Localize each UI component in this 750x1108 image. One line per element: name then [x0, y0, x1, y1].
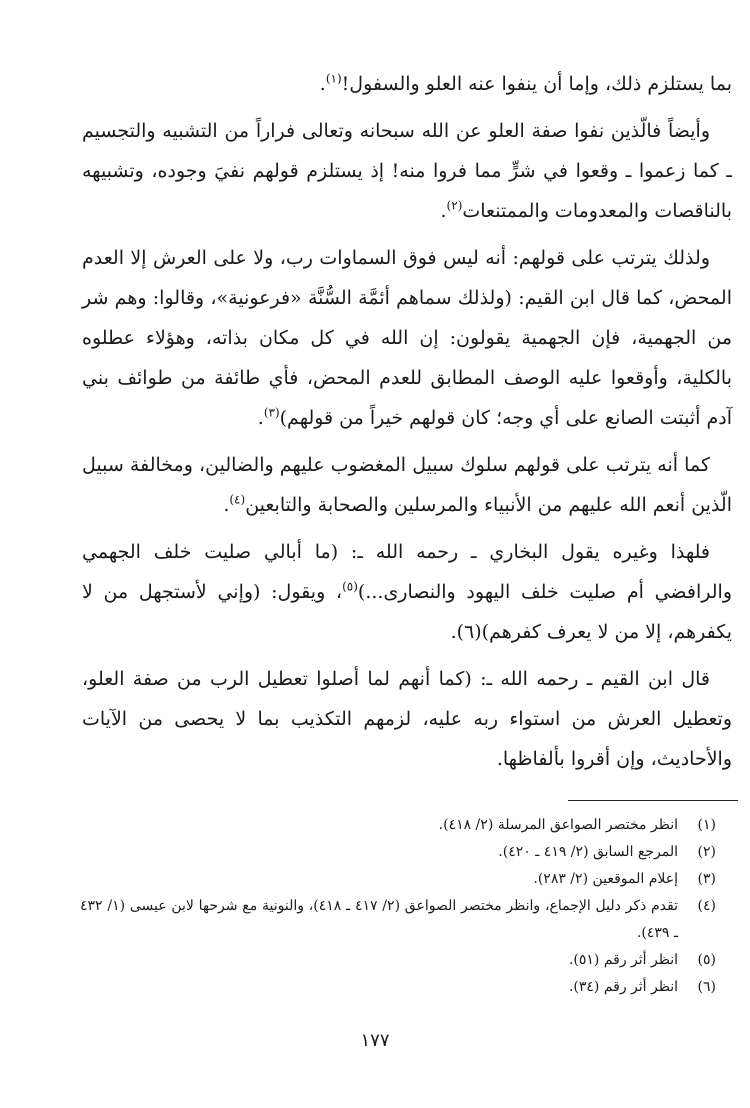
footnote-item — [80, 974, 716, 1001]
footnote-text: انظر أثر رقم (٥١). — [568, 952, 678, 968]
footnote-text: إعلام الموقعين (٢/ ٢٨٣). — [533, 871, 678, 887]
footnote-text: المرجع السابق (٢/ ٤١٩ ـ ٤٢٠). — [498, 844, 678, 860]
paragraph-tail: ، ويقول: (وإني لأستجهل من لا يكفرهم، إلا من لا يعرف كفرهم)(٦). — [82, 581, 732, 643]
footnote-text: انظر مختصر الصواعق المرسلة (٢/ ٤١٨). — [438, 817, 678, 833]
page-number: ١٧٧ — [360, 1030, 390, 1051]
footnote-ref: (٤) — [229, 492, 246, 507]
footnote-text: تقدم ذكر دليل الإجماع، وانظر مختصر الصواعق (٢/ ٤١٧ ـ ٤١٨)، والنونية مع شرحها لابن عيسى (١/ ٤٣٢ ـ ٤٣٩). — [80, 898, 678, 941]
paragraph-6 — [82, 659, 732, 779]
paragraph-text: بما يستلزم ذلك، وإما أن ينفوا عنه العلو والسفول! — [341, 73, 732, 95]
footnote-number: (١) — [697, 817, 716, 833]
footnote-number: (٢) — [697, 844, 716, 860]
main-text — [82, 64, 732, 786]
paragraph-tail: . — [440, 200, 447, 222]
paragraph-1 — [82, 64, 732, 104]
footnote-item — [80, 839, 716, 866]
paragraph-2 — [82, 111, 732, 231]
footnote-number: (٤) — [697, 898, 716, 914]
paragraph-text: وأيضاً فالّذين نفوا صفة العلو عن الله سبحانه وتعالى فراراً من التشبيه والتجسيم ـ كما زعموا ـ وقعوا في شرٍّ مما فروا منه! إذ يستلزم قولهم نفيَ وجوده، وتشبيهه بالناقصات والمعدومات والممتنعات — [82, 120, 732, 222]
paragraph-4 — [82, 445, 732, 525]
footnote-item — [80, 893, 716, 947]
paragraph-text: فلهذا وغيره يقول البخاري ـ رحمه الله ـ: (ما أبالي صليت خلف الجهمي والرافضي أم صليت خلف اليهود والنصارى...) — [82, 541, 732, 603]
footnote-number: (٣) — [697, 871, 716, 887]
paragraph-tail: . — [319, 73, 326, 95]
footnote-text: انظر أثر رقم (٣٤). — [568, 979, 678, 995]
footnote-item — [80, 812, 716, 839]
footnote-ref: (٣) — [263, 405, 280, 420]
footnotes — [80, 812, 716, 1001]
paragraph-text: قال ابن القيم ـ رحمه الله ـ: (كما أنهم لما أصلوا تعطيل الرب من صفة العلو، وتعطيل العرش من استواء ربه عليه، لزمهم التكذيب بما لا يحصى من الآيات والأحاديث، وإن أقروا بألفاظها. — [82, 668, 732, 770]
paragraph-text: ولذلك يترتب على قولهم: أنه ليس فوق السماوات رب، ولا على العرش إلا العدم المحض، كما قال ابن القيم: (ولذلك سماهم أئمَّة السُّنَّة «فرعونية»، وقالوا: وهم شر من الجهمية، فإن الجهمية يقولون: إن الله في كل مكان بذاته، وهؤلاء عطلوه بالكلية، وأوقعوا عليه الوصف المطابق للعدم المحض، فأي طائفة من طوائف بني آدم أثبتت الصانع على أي وجه؛ كان قولهم خيراً من قولهم) — [82, 247, 732, 429]
footnote-item — [80, 866, 716, 893]
paragraph-tail: . — [223, 494, 230, 516]
footnote-number: (٦) — [697, 979, 716, 995]
footnote-number: (٥) — [697, 952, 716, 968]
paragraph-3 — [82, 238, 732, 438]
footnote-ref: (١) — [325, 71, 342, 86]
footnote-ref: (٢) — [446, 198, 463, 213]
paragraph-tail: . — [257, 407, 264, 429]
paragraph-text: كما أنه يترتب على قولهم سلوك سبيل المغضوب عليهم والضالين، ومخالفة سبيل الّذين أنعم الله عليهم من الأنبياء والمرسلين والصحابة والتابعين — [82, 454, 732, 516]
paragraph-5 — [82, 532, 732, 652]
footnote-item — [80, 947, 716, 974]
footnote-separator — [568, 800, 738, 801]
footnote-ref: (٥) — [342, 579, 358, 594]
